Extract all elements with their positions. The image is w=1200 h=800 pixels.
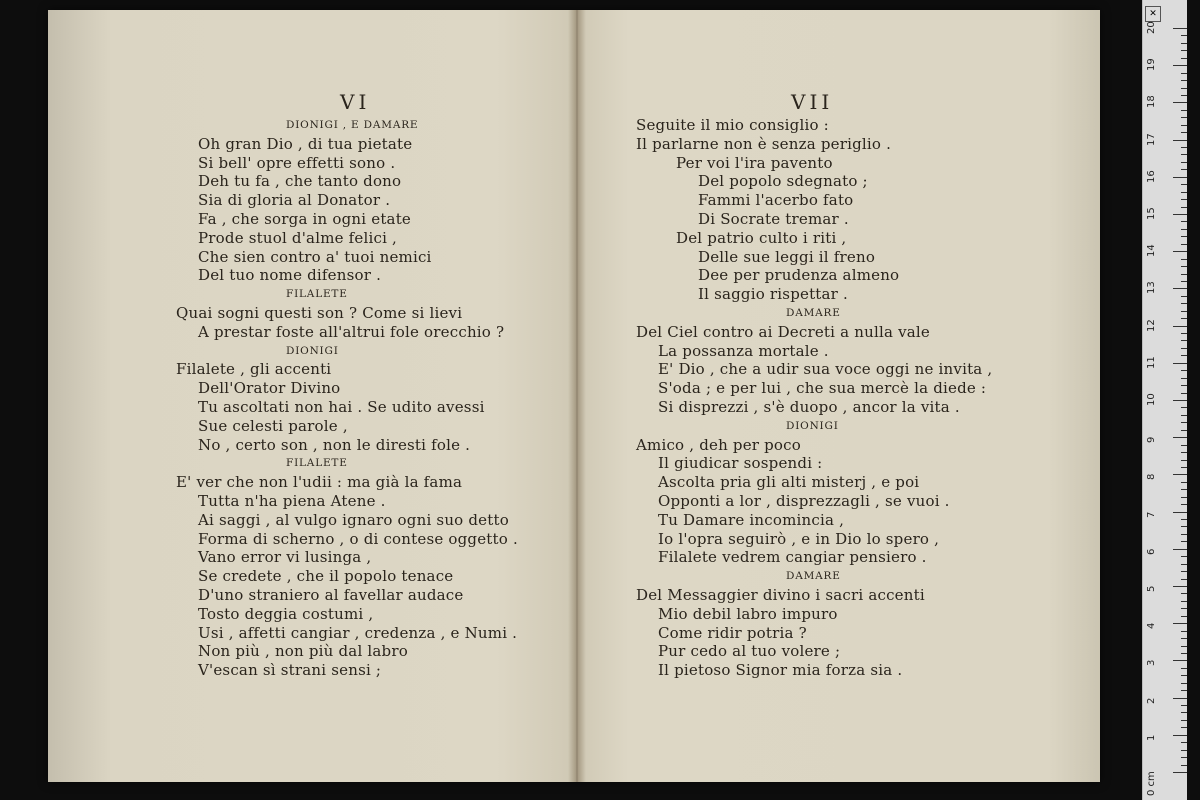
ruler-tick [1181, 385, 1187, 386]
verse-line: D'uno straniero al favellar audace [198, 585, 464, 604]
measuring-ruler [1142, 0, 1187, 800]
ruler-tick [1181, 80, 1187, 81]
verse-line: Di Socrate tremar . [698, 209, 849, 228]
ruler-tick [1181, 236, 1187, 237]
ruler-tick [1181, 616, 1187, 617]
verse-line: Fammi l'acerbo fato [698, 191, 854, 210]
verse-line: Filalete , gli accenti [176, 360, 332, 379]
ruler-tick [1181, 497, 1187, 498]
ruler-tick [1181, 95, 1187, 96]
verse-line: Seguite il mio consiglio : [636, 116, 829, 134]
ruler-tick [1181, 35, 1187, 36]
ruler-tick [1173, 28, 1187, 29]
verse-line: Amico , deh per poco [636, 435, 801, 454]
verse-line: Sue celesti parole , [198, 416, 348, 435]
ruler-tick [1173, 623, 1187, 624]
page-number-right: VII [791, 90, 834, 114]
ruler-tick [1181, 720, 1187, 721]
verse-line: No , certo son , non le diresti fole . [198, 435, 471, 454]
ruler-tick [1181, 221, 1187, 222]
verse-line: Delle sue leggi il freno [698, 247, 876, 266]
verse-line: E' ver che non l'udii : ma già la fama [176, 473, 463, 492]
ruler-tick [1181, 690, 1187, 691]
verse-line: Pur cedo al tuo volere ; [658, 642, 841, 661]
left-page [48, 10, 576, 782]
ruler-label: 2 [1146, 697, 1157, 704]
verse-line: Tu Damare incomincia , [658, 510, 845, 529]
ruler-label: 13 [1146, 281, 1157, 295]
ruler-label: 1 [1146, 734, 1157, 741]
ruler-tick [1181, 579, 1187, 580]
ruler-tick [1181, 460, 1187, 461]
ruler-label: 5 [1146, 585, 1157, 592]
verse-line: Per voi l'ira pavento [676, 153, 833, 172]
ruler-tick [1181, 765, 1187, 766]
ruler-label: 8 [1146, 474, 1157, 481]
ruler-tick [1173, 735, 1187, 736]
ruler-tick [1181, 541, 1187, 542]
verse-line: Tutta n'ha piena Atene . [198, 491, 386, 510]
ruler-tick [1181, 742, 1187, 743]
verse-line: Che sien contro a' tuoi nemici [198, 247, 432, 266]
ruler-tick [1173, 512, 1187, 513]
ruler-tick [1173, 586, 1187, 587]
ruler-end-icon: ✕ [1145, 6, 1161, 22]
verse-line: Del Messaggier divino i sacri accenti [636, 585, 925, 604]
ruler-tick [1181, 467, 1187, 468]
ruler-tick [1181, 631, 1187, 632]
ruler-tick [1181, 110, 1187, 111]
ruler-tick [1181, 348, 1187, 349]
ruler-tick [1181, 415, 1187, 416]
verse-line: Io l'opra seguirò , e in Dio lo spero , [658, 529, 940, 548]
verse-line: Il giudicar sospendi : [658, 454, 823, 473]
right-page [576, 10, 1100, 782]
ruler-tick [1173, 474, 1187, 475]
ruler-tick [1181, 504, 1187, 505]
verse-line: Sia di gloria al Donator . [198, 191, 391, 210]
ruler-label: 20 [1146, 21, 1157, 34]
ruler-label: 7 [1146, 511, 1157, 518]
ruler-tick [1181, 646, 1187, 647]
ruler-tick [1181, 73, 1187, 74]
ruler-tick [1181, 229, 1187, 230]
verse-line: Si disprezzi , s'è duopo , ancor la vita . [658, 397, 960, 416]
ruler-tick [1181, 340, 1187, 341]
verse-line: Filalete vedrem cangiar pensiero . [658, 548, 927, 567]
ruler-tick [1181, 727, 1187, 728]
ruler-tick [1181, 653, 1187, 654]
verse-line: Il saggio rispettar . [698, 285, 848, 304]
open-book [48, 10, 1100, 782]
verse-line: Si bell' opre effetti sono . [198, 153, 396, 172]
ruler-tick [1173, 772, 1187, 773]
verse-line: La possanza mortale . [658, 341, 829, 360]
ruler-tick [1181, 274, 1187, 275]
ruler-label: 18 [1146, 95, 1157, 109]
verse-line: Dee per prudenza almeno [698, 266, 900, 285]
ruler-tick [1181, 556, 1187, 557]
ruler-tick [1181, 169, 1187, 170]
ruler-tick [1181, 117, 1187, 118]
verse-line: Non più , non più dal labro [198, 642, 408, 661]
ruler-label: 9 [1146, 436, 1157, 444]
ruler-tick [1181, 489, 1187, 490]
verse-line: Opponti a lor , disprezzagli , se vuoi . [658, 491, 950, 510]
ruler-tick [1181, 43, 1187, 44]
verse-line: Forma di scherno , o di contese oggetto . [198, 529, 518, 548]
ruler-tick [1181, 132, 1187, 133]
verse-line: E' Dio , che a udir sua voce oggi ne invita , [658, 360, 993, 379]
ruler-tick [1181, 393, 1187, 394]
ruler-tick [1173, 214, 1187, 215]
ruler-tick [1181, 430, 1187, 431]
ruler-tick [1173, 660, 1187, 661]
ruler-tick [1181, 601, 1187, 602]
book-gutter [568, 10, 586, 782]
ruler-label: 3 [1146, 660, 1157, 667]
ruler-tick [1181, 608, 1187, 609]
ruler-tick [1181, 534, 1187, 535]
ruler-tick [1173, 177, 1187, 178]
ruler-tick [1181, 125, 1187, 126]
ruler-tick [1181, 281, 1187, 282]
verse-line: Come ridir potria ? [658, 623, 807, 642]
ruler-tick [1173, 251, 1187, 252]
ruler-label: 6 [1146, 548, 1157, 555]
ruler-tick [1181, 482, 1187, 483]
ruler-label: 16 [1146, 170, 1157, 183]
ruler-tick [1181, 199, 1187, 200]
right-page-text [636, 116, 992, 680]
ruler-tick [1173, 549, 1187, 550]
speaker-name: DIONIGI [286, 344, 339, 357]
verse-line: Ascolta pria gli alti misterj , e poi [658, 473, 920, 492]
ruler-tick [1173, 140, 1187, 141]
ruler-tick [1181, 705, 1187, 706]
ruler-tick [1181, 422, 1187, 423]
ruler-tick [1181, 355, 1187, 356]
verse-line: Vano error vi lusinga , [198, 548, 372, 567]
ruler-tick [1181, 445, 1187, 446]
ruler-tick [1173, 400, 1187, 401]
ruler-tick [1181, 519, 1187, 520]
ruler-label: 15 [1146, 207, 1157, 220]
ruler-tick [1181, 318, 1187, 319]
verse-line: Mio debil labro impuro [658, 604, 838, 623]
verse-line: Tosto deggia costumi , [198, 604, 374, 623]
ruler-tick [1181, 593, 1187, 594]
verse-line: Dell'Orator Divino [198, 379, 341, 398]
ruler-label: 11 [1146, 356, 1157, 369]
ruler-tick [1173, 288, 1187, 289]
ruler-tick [1181, 162, 1187, 163]
verse-line: Tu ascoltati non hai . Se udito avessi [198, 397, 485, 416]
speaker-name: DIONIGI , E DAMARE [286, 119, 419, 131]
ruler-tick [1181, 192, 1187, 193]
verse-line: Fa , che sorga in ogni etate [198, 209, 411, 228]
ruler-tick [1181, 303, 1187, 304]
ruler-tick [1181, 452, 1187, 453]
speaker-name: DAMARE [786, 306, 841, 319]
ruler-tick [1181, 407, 1187, 408]
ruler-tick [1181, 333, 1187, 334]
ruler-tick [1173, 326, 1187, 327]
verse-line: Quai sogni questi son ? Come si lievi [176, 303, 463, 322]
left-page-text [176, 116, 518, 680]
ruler-label: 17 [1146, 132, 1157, 146]
ruler-label: 12 [1146, 318, 1157, 332]
ruler-tick [1181, 147, 1187, 148]
ruler-tick [1181, 370, 1187, 371]
ruler-tick [1173, 65, 1187, 66]
verse-line: Oh gran Dio , di tua pietate [198, 134, 413, 153]
verse-line: Deh tu fa , che tanto dono [198, 172, 402, 191]
verse-line: Se credete , che il popolo tenace [198, 567, 454, 586]
ruler-tick [1181, 675, 1187, 676]
verse-line: Il parlarne non è senza periglio . [636, 134, 892, 153]
ruler-tick [1173, 363, 1187, 364]
ruler-tick [1181, 638, 1187, 639]
ruler-unit-label: 0 cm [1146, 771, 1157, 796]
ruler-tick [1181, 378, 1187, 379]
ruler-tick [1181, 526, 1187, 527]
verse-line: V'escan sì strani sensi ; [198, 661, 382, 680]
ruler-tick [1181, 564, 1187, 565]
speaker-name: FILALETE [286, 288, 348, 301]
ruler-label: 10 [1146, 393, 1157, 406]
ruler-tick [1173, 437, 1187, 438]
verse-line: Ai saggi , al vulgo ignaro ogni suo detto [198, 510, 509, 529]
verse-line: Il pietoso Signor mia forza sia . [658, 661, 903, 680]
page-number-left: VI [340, 90, 371, 114]
ruler-tick [1181, 571, 1187, 572]
verse-line: S'oda ; e per lui , che sua mercè la diede : [658, 379, 987, 398]
ruler-tick [1181, 259, 1187, 260]
ruler-tick [1181, 58, 1187, 59]
ruler-label: 14 [1146, 244, 1157, 258]
ruler-tick [1181, 184, 1187, 185]
ruler-tick [1181, 50, 1187, 51]
verse-line: Prode stuol d'alme felici , [198, 228, 398, 247]
ruler-tick [1173, 698, 1187, 699]
speaker-name: FILALETE [286, 457, 348, 470]
verse-line: Del tuo nome difensor . [198, 266, 382, 285]
verse-line: Del patrio culto i riti , [676, 228, 847, 247]
speaker-name: DIONIGI [786, 419, 839, 432]
ruler-label: 19 [1146, 58, 1157, 72]
ruler-tick [1181, 88, 1187, 89]
ruler-tick [1181, 266, 1187, 267]
ruler-tick [1181, 683, 1187, 684]
speaker-name: DAMARE [786, 570, 841, 583]
verse-line: Del Ciel contro ai Decreti a nulla vale [636, 322, 930, 341]
ruler-tick [1173, 102, 1187, 103]
verse-line: Del popolo sdegnato ; [698, 172, 868, 191]
ruler-tick [1181, 296, 1187, 297]
ruler-tick [1181, 207, 1187, 208]
ruler-tick [1181, 757, 1187, 758]
ruler-tick [1181, 311, 1187, 312]
verse-line: Usi , affetti cangiar , credenza , e Numi . [198, 623, 518, 642]
verse-line: A prestar foste all'altrui fole orecchio ? [198, 322, 505, 341]
ruler-tick [1181, 244, 1187, 245]
ruler-tick [1181, 154, 1187, 155]
ruler-tick [1181, 750, 1187, 751]
ruler-tick [1181, 668, 1187, 669]
ruler-label: 4 [1146, 622, 1157, 630]
ruler-tick [1181, 712, 1187, 713]
